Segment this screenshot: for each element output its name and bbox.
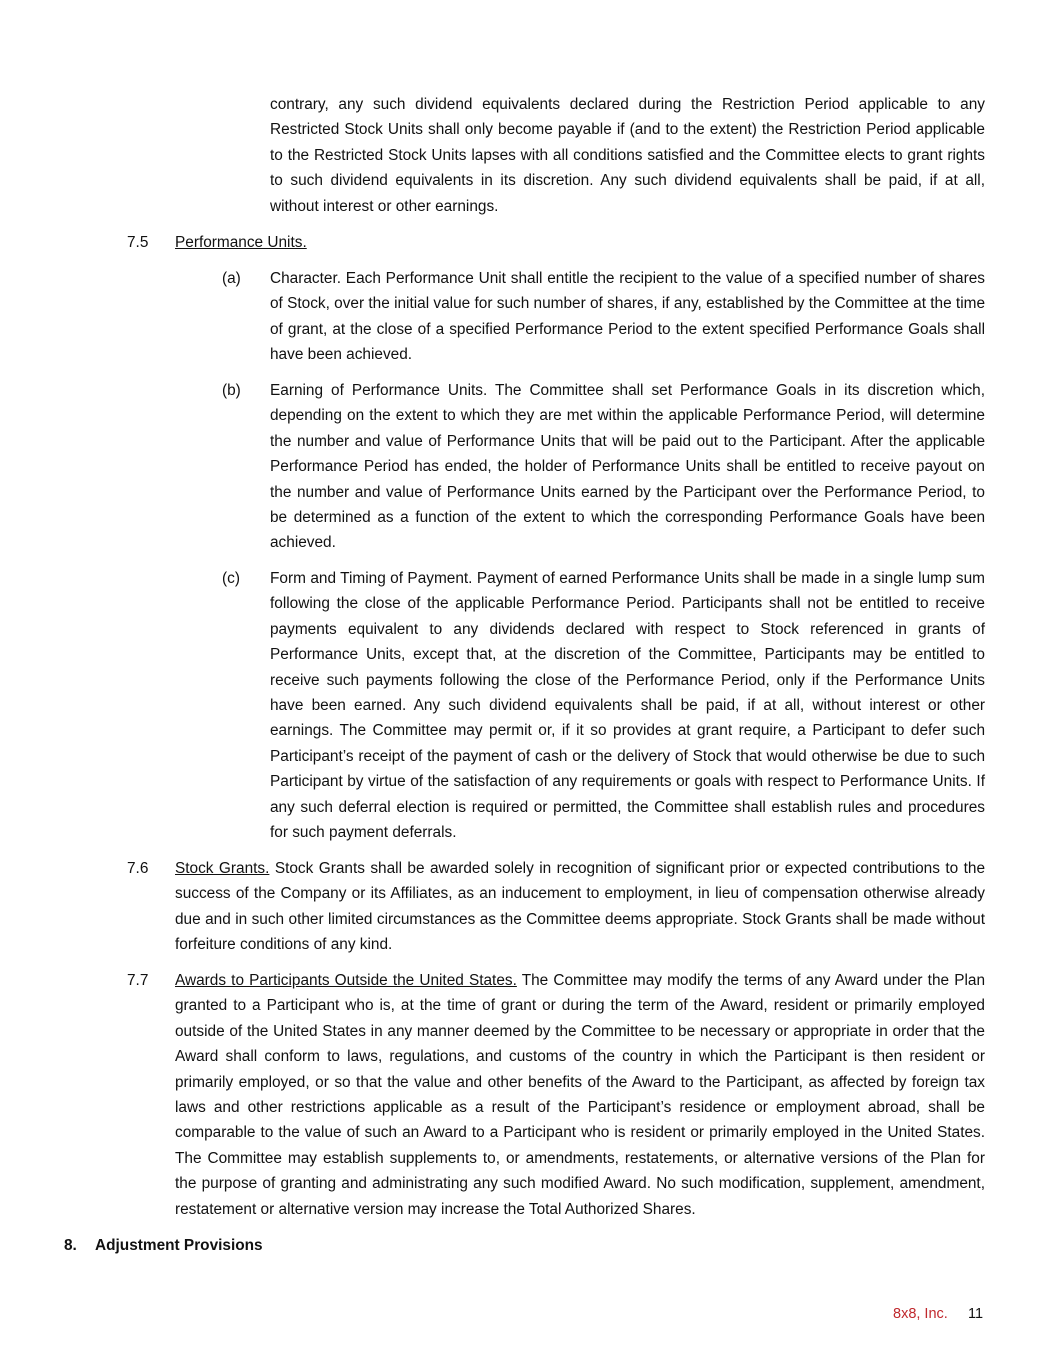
section-7-6-text: Stock Grants shall be awarded solely in recognition of significant prior or expected contributions to the success of the Company or its Affiliates, as an inducement to employment, in lieu of compensation otherwise already due and in such other limited circumstances as the Committee deems appropriate. Stock Grants shall be made without forfeiture conditions of any kind. bbox=[175, 860, 986, 954]
section-7-7-number: 7.7 bbox=[127, 972, 149, 989]
section-7-7-text: The Committee may modify the terms of any Award under the Plan granted to a Participant who is, at the time of grant or during the term of the Award, resident or primarily employed outside of the United States in any manner deemed by the Committee to be necessary or appropriate in order that the Award shall conform to laws, regulations, and customs of the country in which the Participant is then resident or primarily employed, or so that the value and other benefits of the Award to the Participant, as affected by foreign tax laws and other restrictions applicable as a result of the Participant’s residence or employment abroad, shall be comparable to the value of such an Award to a Participant who is resident or primarily employed in the United States. The Committee may establish supplements to, or amendments, restatements, or alternative versions of the Plan for the purpose of granting and administrating any such modified Award. No such modification, supplement, amendment, restatement or alternative version may increase the Total Authorized Shares. bbox=[175, 972, 985, 1218]
item-a-text: Character. Each Performance Unit shall entitle the recipient to the value of a specified number of shares of Stock, over the initial value for such number of shares, if any, established by the Committee at the time of grant, at the close of a specified Performance Period to the extent specified Performance Goals shall have been achieved. bbox=[270, 270, 985, 364]
item-b-label: (b) bbox=[222, 382, 241, 399]
item-c-text: Form and Timing of Payment. Payment of earned Performance Units shall be made in a single lump sum following the close of the applicable Performance Period. Participants shall not be entitled to receive payments equivalent to any dividends declared with respect to Stock referenced in grants of Performance Units, except that, at the discretion of the Committee, Participants may be entitled to receive such payments following the close of the Performance Period, only if the Performance Units have been earned. Any such dividend equivalents shall be paid, if at all, without interest or other earnings. The Committee may permit or, if it so provides at grant require, a Participant to defer such Participant’s receipt of the payment of cash or the delivery of Stock that would otherwise be due to such Participant by virtue of the satisfaction of any requirements or goals with respect to Performance Units. If any such deferral election is required or permitted, the Committee shall establish rules and procedures for such payment deferrals. bbox=[270, 570, 985, 842]
section-7-5-number: 7.5 bbox=[127, 234, 149, 251]
section-7-6-title: Stock Grants. bbox=[175, 860, 270, 877]
item-a-label: (a) bbox=[222, 270, 241, 287]
section-7-7-paragraph bbox=[175, 968, 985, 1222]
item-b-text: Earning of Performance Units. The Committee shall set Performance Goals in its discretion which, depending on the extent to which they are met within the applicable Performance Period, will determine the number and value of Performance Units that will be paid out to the Participant. After the applicable Performance Period has ended, the holder of Performance Units shall be entitled to receive payout on the number and value of Performance Units earned by the Participant over the Performance Period, to be determined as a function of the extent to which the corresponding Performance Goals have been achieved. bbox=[270, 382, 985, 552]
section-7-6-number: 7.6 bbox=[127, 860, 149, 877]
section-7-6-paragraph bbox=[175, 856, 985, 958]
continuation-paragraph: contrary, any such dividend equivalents declared during the Restriction Period applicable to any Restricted Stock Units shall only become payable if (and to the extent) the Restriction Period applicable to the Restricted Stock Units lapses with all conditions satisfied and the Committee elects to grant rights to such dividend equivalents in its discretion. Any such dividend equivalents shall be paid, if at all, without interest or other earnings. bbox=[270, 96, 985, 215]
footer-company-name: 8x8, Inc. bbox=[893, 1306, 948, 1322]
section-8-title: Adjustment Provisions bbox=[95, 1237, 263, 1254]
item-c-label: (c) bbox=[222, 570, 240, 587]
section-7-7-title: Awards to Participants Outside the United States. bbox=[175, 972, 517, 989]
footer-page-number: 11 bbox=[968, 1306, 984, 1322]
section-7-5-title: Performance Units. bbox=[175, 234, 307, 251]
section-8-number: 8. bbox=[64, 1237, 77, 1254]
